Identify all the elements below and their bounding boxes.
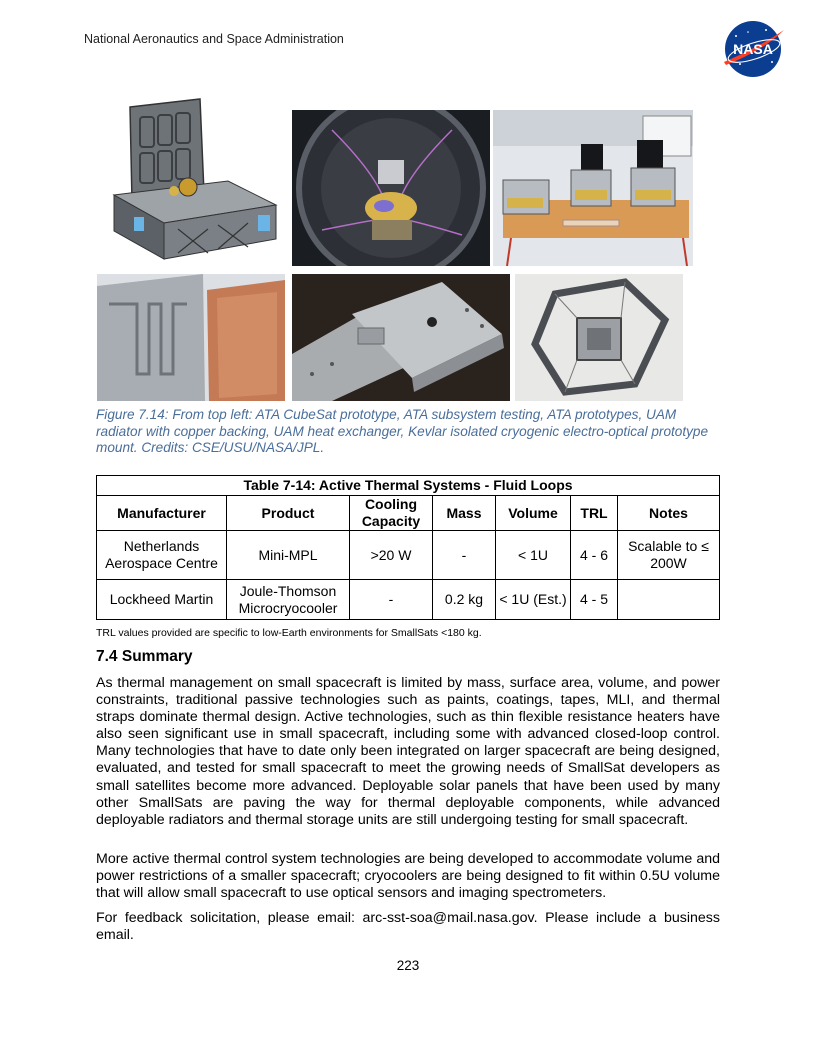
col-header-product: Product (227, 496, 350, 531)
uam-heat-exchanger-image (292, 274, 510, 401)
col-header-trl: TRL (571, 496, 618, 531)
figure-caption: Figure 7.14: From top left: ATA CubeSat prototype, ATA subsystem testing, ATA prototypes, UAM radiator with copper backing, UAM heat exchanger, Kevlar isolated cryogenic electro-optical prototype mount. Credits: CSE/USU/NASA/JPL. (96, 407, 709, 455)
cell-mass: 0.2 kg (433, 580, 496, 620)
cell-trl: 4 - 6 (571, 531, 618, 580)
cell-manufacturer: Netherlands Aerospace Centre (97, 531, 227, 580)
table-row (97, 580, 720, 620)
section-heading: 7.4 Summary (96, 648, 193, 665)
table-row (97, 531, 720, 580)
header-org-name: National Aeronautics and Space Administration (84, 32, 344, 46)
cell-cooling-capacity: >20 W (350, 531, 433, 580)
cell-mass: - (433, 531, 496, 580)
table-title: Table 7-14: Active Thermal Systems - Fluid Loops (97, 476, 720, 496)
table-footnote: TRL values provided are specific to low-Earth environments for SmallSats <180 kg. (96, 627, 482, 639)
cell-product: Joule-Thomson Microcryocooler (227, 580, 350, 620)
cell-volume: < 1U (Est.) (496, 580, 571, 620)
cell-notes: Scalable to ≤ 200W (618, 531, 720, 580)
ata-cubesat-prototype-image (108, 95, 284, 265)
ata-subsystem-testing-image (292, 110, 490, 266)
svg-text:NASA: NASA (733, 41, 773, 57)
summary-paragraph: More active thermal control system technologies are being developed to accommodate volume and power restrictions of a smaller spacecraft; cryocoolers are being designed to fit within 0.5U volume that will allow small spacecraft to use optical sensors and imaging spectrometers. (96, 851, 720, 902)
ata-prototypes-image (493, 110, 693, 266)
feedback-paragraph: For feedback solicitation, please email: arc-sst-soa@mail.nasa.gov. Please include a business email. (96, 910, 720, 944)
cell-product: Mini-MPL (227, 531, 350, 580)
col-header-manufacturer: Manufacturer (97, 496, 227, 531)
fluid-loops-table (96, 475, 720, 620)
nasa-logo (718, 18, 788, 80)
col-header-volume: Volume (496, 496, 571, 531)
cell-manufacturer: Lockheed Martin (97, 580, 227, 620)
summary-paragraph: As thermal management on small spacecraft is limited by mass, surface area, volume, and power constraints, traditional passive technologies such as paints, coatings, tapes, MLI, and thermal straps dominate thermal design. Active technologies, such as thin flexible resistance heaters have also seen significant use in small spacecraft, including some with advanced closed-loop control. Many technologies that have to date only been integrated on larger spacecraft are being designed, evaluated, and tested for small spacecraft to meet the growing needs of SmallSat developers as small satellites become more advanced. Deployable solar panels that have been used by many other SmallSats are paving the way for thermal deployable components, while advanced deployable radiators and thermal storage units are still undergoing testing for small spacecraft. (96, 675, 720, 828)
col-header-notes: Notes (618, 496, 720, 531)
cell-trl: 4 - 5 (571, 580, 618, 620)
col-header-mass: Mass (433, 496, 496, 531)
uam-radiator-copper-image (97, 274, 285, 401)
cell-volume: < 1U (496, 531, 571, 580)
kevlar-cryogenic-mount-image (515, 274, 683, 401)
col-header-cooling-capacity: Cooling Capacity (350, 496, 433, 531)
cell-notes (618, 580, 720, 620)
cell-cooling-capacity: - (350, 580, 433, 620)
page-number: 223 (396, 958, 420, 973)
